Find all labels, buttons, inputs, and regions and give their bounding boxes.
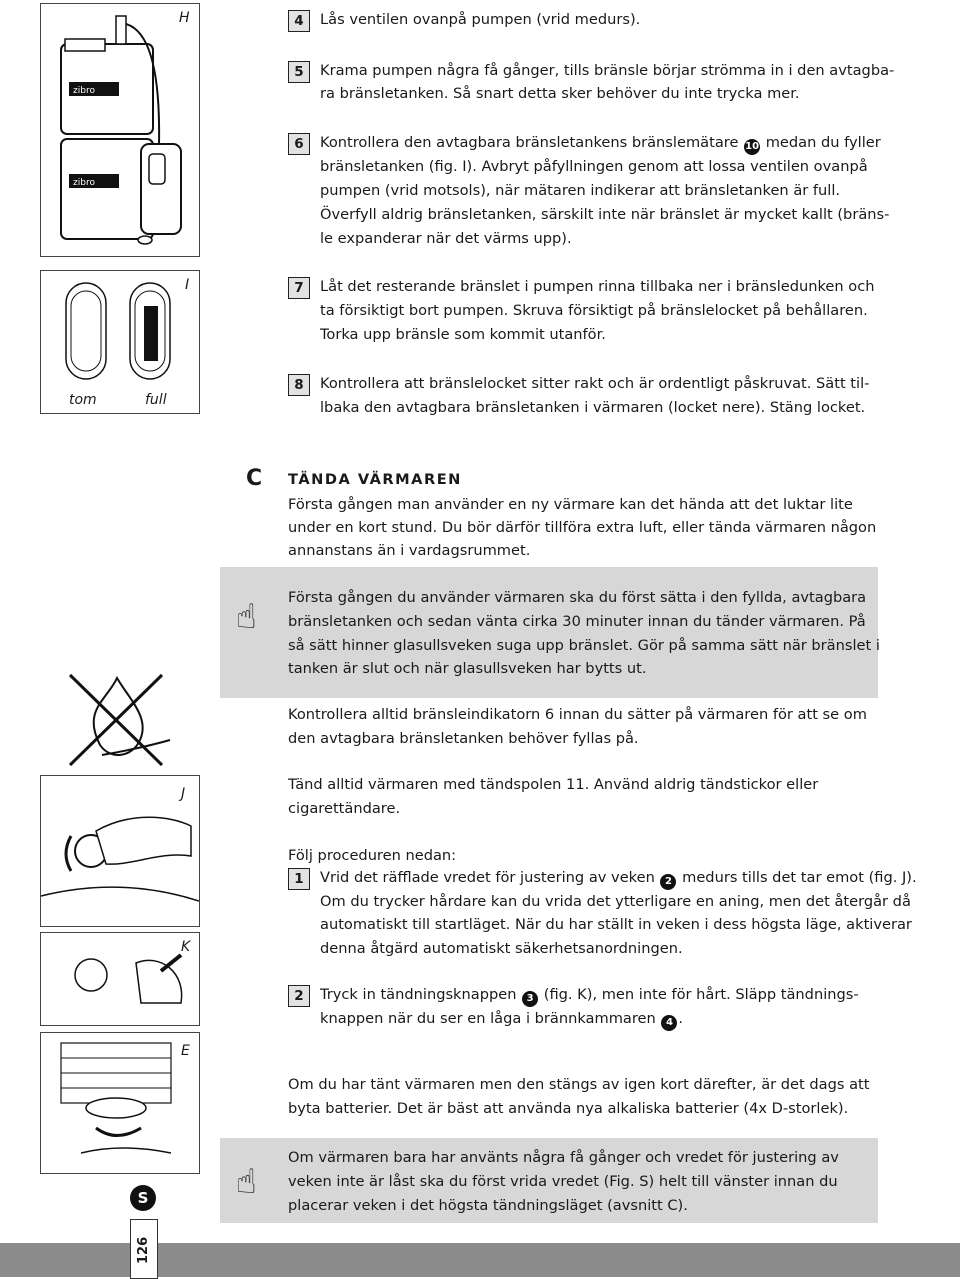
step-text: Kontrollera att bränslelocket sitter rakt och är ordentligt påskruvat. Sätt til- <box>320 375 870 392</box>
part-number-badge: 2 <box>660 874 676 890</box>
figure-letter: J <box>181 786 186 802</box>
wick-knob-illustration <box>41 776 199 926</box>
step-text: automatiskt till startläget. När du har ställt in veken i dess högsta läge, aktiverar <box>320 916 912 933</box>
step-text: knappen när du ser en låga i brännkammaren 4 . <box>320 1007 683 1031</box>
note-text: veken inte är låst ska du först vrida vredet (Fig. S) helt till vänster innan du <box>288 1173 838 1190</box>
figure-i <box>40 270 200 414</box>
step-text: Låt det resterande bränslet i pumpen rinna tillbaka ner i bränsledunken och <box>320 278 875 295</box>
step-text: Vrid det räfflade vredet för justering av veken 2 medurs tills det tar emot (fig. J). <box>320 866 917 890</box>
step-number: 8 <box>288 374 310 396</box>
step-text: lbaka den avtagbara bränsletanken i värmaren (locket nere). Stäng locket. <box>320 399 866 416</box>
paragraph-text: Om du har tänt värmaren men den stängs av igen kort därefter, är det dags att <box>288 1076 870 1093</box>
note-text: bränsletanken och sedan vänta cirka 30 minuter innan du tänder värmaren. På <box>288 613 866 630</box>
note-text: placerar veken i det högsta tändningsläget (avsnitt C). <box>288 1197 688 1214</box>
section-title: TÄNDA VÄRMAREN <box>288 471 462 488</box>
figure-letter: E <box>181 1043 190 1059</box>
part-number-badge: 3 <box>522 991 538 1007</box>
svg-text:zibro: zibro <box>73 86 95 96</box>
note-text: tanken är slut och när glasullsveken har bytts ut. <box>288 660 647 677</box>
intro-text: under en kort stund. Du bör därför tillföra extra luft, eller tända värmaren någon <box>288 519 877 536</box>
procedure-label: Följ proceduren nedan: <box>288 847 457 864</box>
step-number: 1 <box>288 868 310 890</box>
heater-base-illustration <box>41 1033 199 1173</box>
paragraph-text: byta batterier. Det är bäst att använda nya alkaliska batterier (4x D-storlek). <box>288 1100 849 1117</box>
paragraph-text: Kontrollera alltid bränsleindikatorn 6 innan du sätter på värmaren för att se om <box>288 706 867 723</box>
note-text: Första gången du använder värmaren ska du först sätta i den fyllda, avtagbara <box>288 589 867 606</box>
intro-text: Första gången man använder en ny värmare kan det hända att det luktar lite <box>288 496 853 513</box>
step-text: Torka upp bränsle som kommit utanför. <box>320 326 606 343</box>
section-letter: C <box>246 466 263 491</box>
figure-letter: H <box>179 10 190 26</box>
pointing-hand-icon: ☝ <box>236 597 257 637</box>
step-text: Krama pumpen några få gånger, tills bränsle börjar strömma in i den avtagba- <box>320 62 895 79</box>
gauge-label-full: full <box>145 392 167 408</box>
pointing-hand-icon: ☝ <box>236 1162 257 1202</box>
fuel-tank-illustration <box>41 4 199 256</box>
step-text: Lås ventilen ovanpå pumpen (vrid medurs). <box>320 11 641 28</box>
step-text: pumpen (vrid motsols), när mätaren indikerar att bränsletanken är full. <box>320 182 841 199</box>
note-text: så sätt hinner glasullsveken suga upp bränslet. Gör på samma sätt när bränslet i <box>288 637 880 654</box>
part-number-badge: 10 <box>744 139 760 155</box>
svg-text:zibro: zibro <box>73 178 95 188</box>
figure-h <box>40 3 200 257</box>
figure-j <box>40 775 200 927</box>
figure-k <box>40 932 200 1026</box>
step-number: 7 <box>288 277 310 299</box>
step-text: denna åtgärd automatiskt säkerhetsanordningen. <box>320 940 683 957</box>
step-text: le expanderar när det värms upp). <box>320 230 572 247</box>
step-text: Överfyll aldrig bränsletanken, särskilt inte när bränslet är mycket kallt (bräns- <box>320 206 890 223</box>
paragraph-text: cigarettändare. <box>288 800 401 817</box>
figure-e <box>40 1032 200 1174</box>
part-number-badge: 4 <box>661 1015 677 1031</box>
step-text: Tryck in tändningsknappen 3 (fig. K), men inte för hårt. Släpp tändnings- <box>320 983 859 1007</box>
fuel-gauge-illustration <box>41 271 199 413</box>
gauge-label-empty: tom <box>69 392 97 408</box>
ignition-button-illustration <box>41 933 199 1025</box>
step-text: bränsletanken (fig. I). Avbryt påfyllningen genom att lossa ventilen ovanpå <box>320 158 868 175</box>
intro-text: annanstans än i vardagsrummet. <box>288 542 531 559</box>
figure-letter: K <box>181 939 191 955</box>
step-text: ta försiktigt bort pumpen. Skruva försiktigt på bränslelocket på behållaren. <box>320 302 868 319</box>
step-text: Om du trycker hårdare kan du vrida det ytterligare en aning, men det återgår då <box>320 893 911 910</box>
note-text: Om värmaren bara har använts några få gånger och vredet för justering av <box>288 1149 839 1166</box>
paragraph-text: Tänd alltid värmaren med tändspolen 11. Använd aldrig tändstickor eller <box>288 776 819 793</box>
paragraph-text: den avtagbara bränsletanken behöver fyllas på. <box>288 730 639 747</box>
step-number: 2 <box>288 985 310 1007</box>
step-text: ra bränsletanken. Så snart detta sker behöver du inte trycka mer. <box>320 85 800 102</box>
step-number: 4 <box>288 10 310 32</box>
no-open-flame-icon <box>62 670 172 770</box>
figure-letter: I <box>185 277 190 293</box>
section-s-badge: S <box>130 1185 156 1211</box>
page-number: 126 <box>136 1236 151 1264</box>
step-text: Kontrollera den avtagbara bränsletankens bränslemätare 10 medan du fyller <box>320 131 881 155</box>
step-number: 5 <box>288 61 310 83</box>
step-number: 6 <box>288 133 310 155</box>
